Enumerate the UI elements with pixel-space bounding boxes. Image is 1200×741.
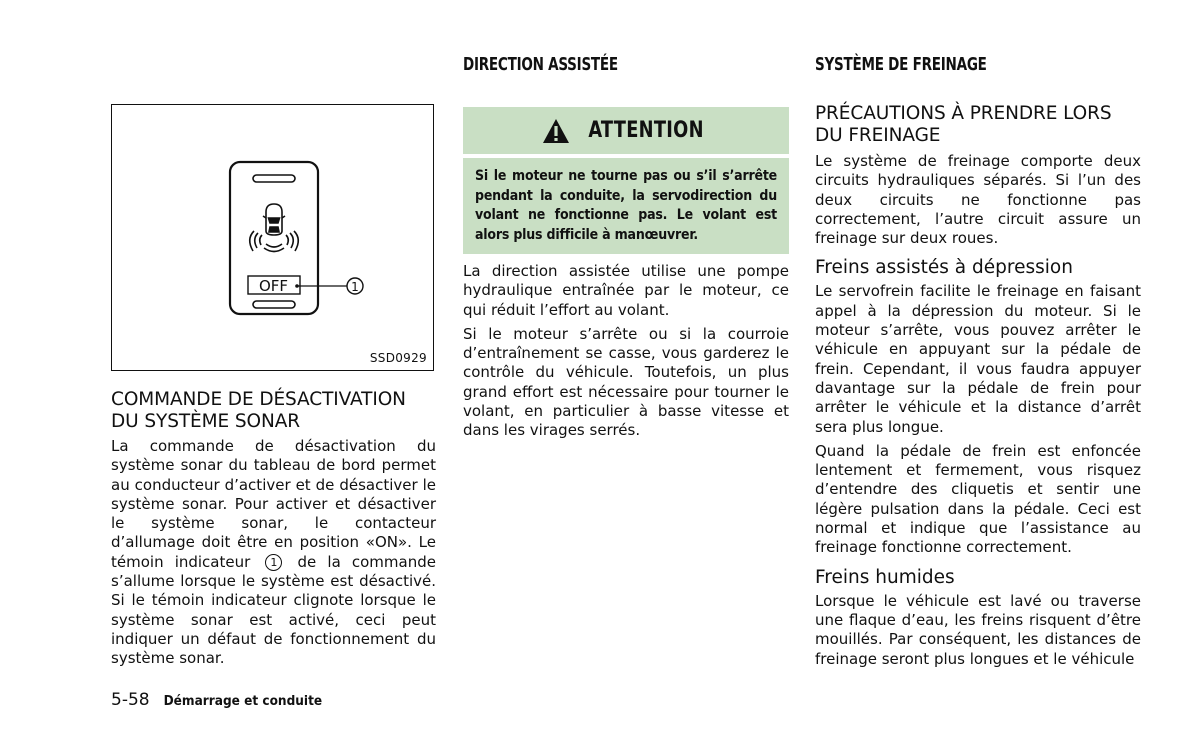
- power-steering-body: [463, 262, 789, 441]
- paragraph: Lorsque le véhicule est lavé ou traverse une flaque d’eau, les freins risquent d’être mouillés. Par conséquent, les distances de freinage seront plus longues et le véhicule: [815, 591, 1141, 668]
- attention-text: Si le moteur ne tourne pas ou s’il s’arrête pendant la conduite, la servodirection du volant ne fonctionne pas. Le volant est alors plus difficile à manœuvrer.: [475, 168, 777, 243]
- braking-section-title: SYSTÈME DE FREINAGE: [815, 55, 987, 75]
- sonar-switch-illustration: [112, 105, 435, 372]
- attention-title: ATTENTION: [588, 118, 704, 143]
- off-label: OFF: [259, 277, 289, 295]
- braking-body: [815, 103, 1141, 669]
- warning-icon: [542, 118, 570, 144]
- page-number: 5-58: [111, 690, 150, 710]
- vacuum-brakes-heading: Freins assistés à dépression: [815, 257, 1073, 279]
- sonar-switch-figure: [111, 104, 434, 371]
- wet-brakes-heading: Freins humides: [815, 566, 955, 588]
- car-sonar-icon: [250, 204, 299, 252]
- paragraph: Quand la pédale de frein est enfoncée lentement et fermement, vous risquez d’entendre des cliquetis et sentir une légère pulsation dans la pédale. Ceci est normal et indique que l’assistance au freinage fonctionne correctement.: [815, 441, 1141, 557]
- attention-header: [463, 107, 789, 154]
- sonar-heading: COMMANDE DE DÉSACTIVATION DU SYSTÈME SONAR: [111, 389, 406, 432]
- paragraph: Le système de freinage comporte deux circuits hydrauliques séparés. Si l’un des deux circuits ne fonctionne pas correctement, l’autre circuit assure un freinage sur deux roues.: [815, 152, 1141, 248]
- callout-number: 1: [351, 280, 359, 294]
- figure-code: SSD0929: [369, 351, 427, 365]
- chapter-title: Démarrage et conduite: [163, 693, 323, 709]
- braking-precautions-heading: PRÉCAUTIONS À PRENDRE LORS DU FREINAGE: [815, 103, 1112, 146]
- paragraph: Si le moteur s’arrête ou si la courroie d’entraînement se casse, vous garderez le contrôle du véhicule. Toutefois, un plus grand effort est nécessaire pour tourner le volant, en particulier à basse vitesse et dans les virages serrés.: [463, 324, 789, 440]
- indicator-marker: 1: [265, 554, 282, 571]
- paragraph: Le servofrein facilite le freinage en faisant appel à la dépression du moteur. Si le moteur s’arrête, vous pouvez arrêter le véhicule en appuyant sur la pédale de frein. Cependant, il vous faudra appuyer davantage sur la pédale de frein pour arrêter le véhicule et la distance d’arrêt sera plus longue.: [815, 282, 1141, 436]
- sonar-body: La commande de désactivation du système sonar du tableau de bord permet au conducteur d’activer et de désactiver le système sonar. Pour activer et désactiver le système sonar, le contacteur d’allumage doit être en position «ON». Le témoin indicateur 1 de la commande s’allume lorsque le système est désactivé. Si le témoin indicateur clignote lorsque le système sonar est activé, ceci peut indiquer un défaut de fonctionnement du système sonar.: [111, 437, 436, 668]
- attention-box: [463, 107, 789, 254]
- paragraph: La direction assistée utilise une pompe hydraulique entraînée par le moteur, ce qui réduit l’effort au volant.: [463, 262, 789, 319]
- page-footer: [111, 690, 322, 710]
- power-steering-section-title: DIRECTION ASSISTÉE: [463, 55, 618, 75]
- sonar-section: [111, 389, 436, 669]
